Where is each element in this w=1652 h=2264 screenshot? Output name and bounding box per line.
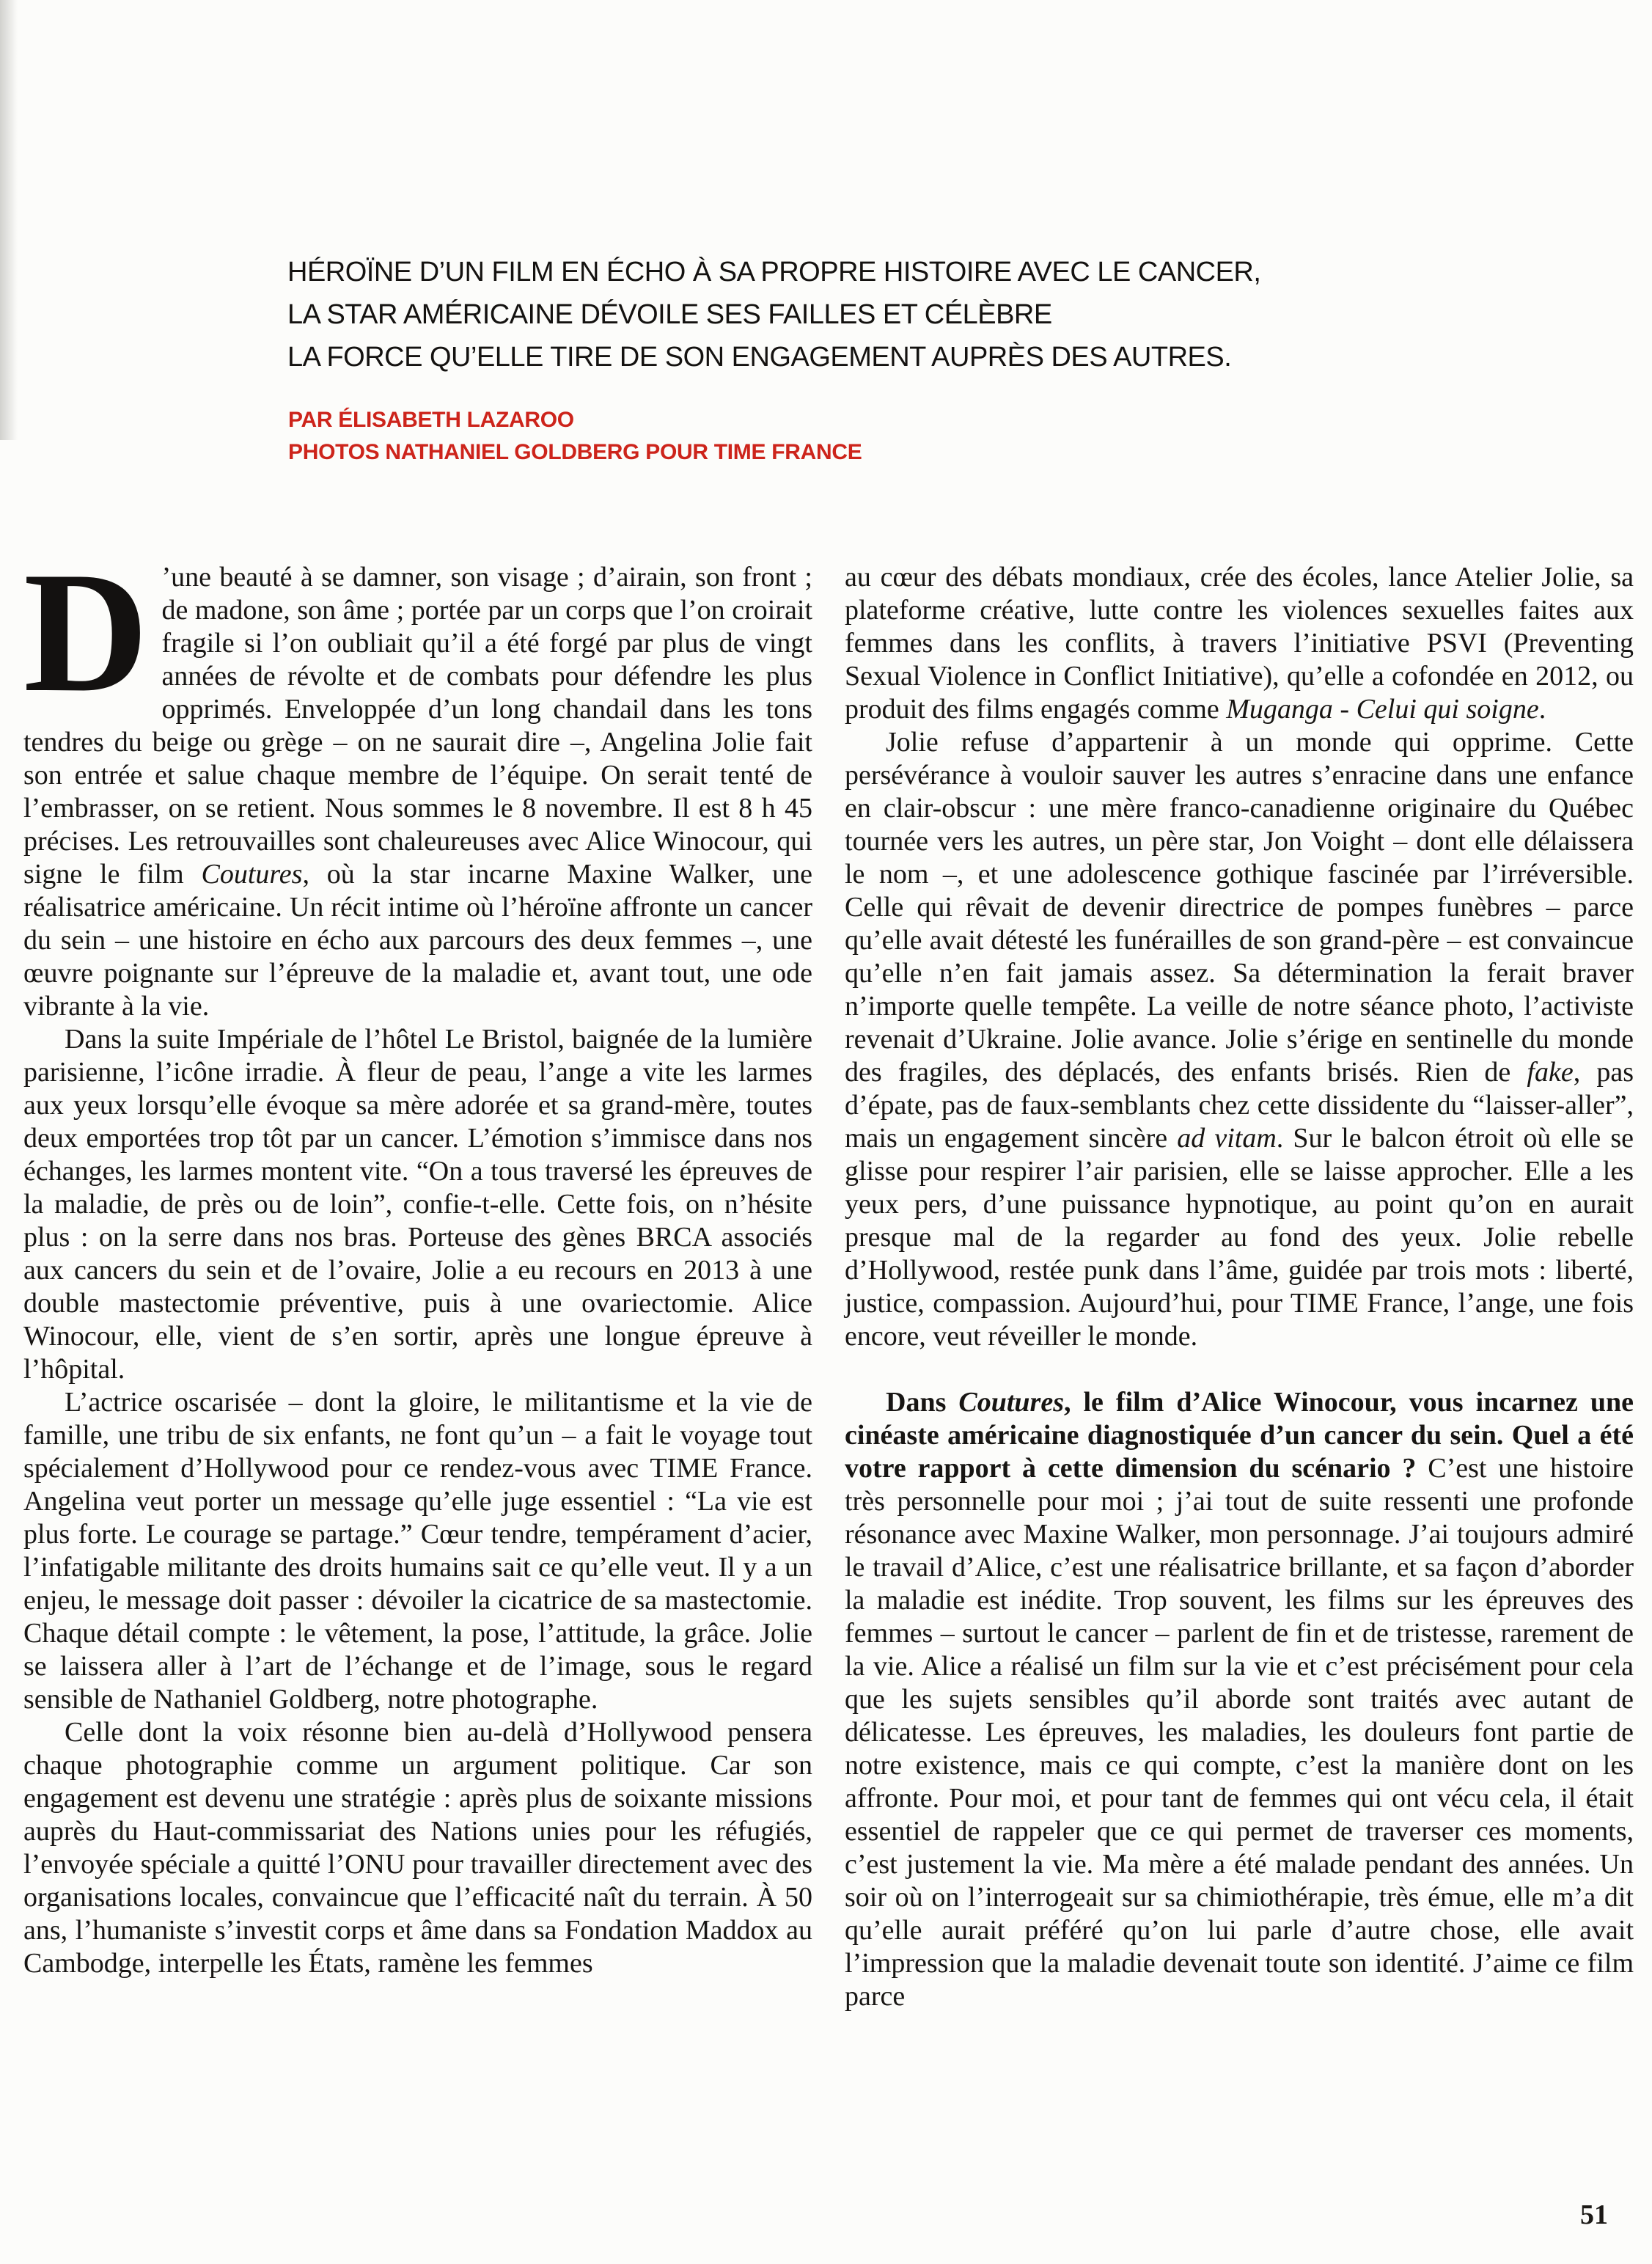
kicker-line-1: HÉROÏNE D’UN FILM EN ÉCHO À SA PROPRE HISTOIRE AVEC LE CANCER, [287,257,1261,287]
byline-author: PAR ÉLISABETH LAZAROO [288,408,574,432]
paragraph-text: Jolie refuse d’appartenir à un monde qui opprime. Cette persévérance à vouloir sauver les autres s’enracine dans une enfance en clair-obscur : une mère franco-canadienne originaire du Québec tournée vers les autres, un père star, Jon Voight – dont elle délaissera le nom –, et une adolescence gothique fascinée par l’irréversible. Celle qui rêvait de devenir directrice de pompes funèbres – parce qu’elle avait détesté les funérailles de son grand-père – est convaincue qu’elle n’en fait jamais assez. Sa détermination la ferait braver n’importe quelle tempête. La veille de notre séance photo, l’activiste revenait d’Ukraine. Jolie avance. Jolie s’érige en sentinelle du monde des fragiles, des déplacés, des enfants brisés. Rien de [845,727,1634,1088]
kicker-line-2: LA STAR AMÉRICAINE DÉVOILE SES FAILLES ET CÉLÈBRE [287,299,1052,330]
column-right [845,561,1634,2013]
paragraph-engagement-left: Celle dont la voix résonne bien au-delà d’Hollywood pensera chaque photographie comme un argument politique. Car son engagement est devenu une stratégie : après plus de soixante missions auprès du Haut-commissariat des Nations unies pour les réfugiés, l’envoyée spéciale a quitté l’ONU pour travailler directement avec des organisations locales, convaincue que l’efficacité naît du terrain. À 50 ans, l’humaniste s’investit corps et âme dans sa Fondation Maddox au Cambodge, interpelle les États, ramène les femmes [23,1717,812,1979]
paragraph-text: , où la star incarne Maxine Walker, une réalisatrice américaine. Un récit intime où l’héroïne affronte un cancer du sein – une histoire en écho aux parcours des deux femmes –, une œuvre poignante sur l’épreuve de la maladie et, avant tout, une ode vibrante à la vie. [23,859,812,1022]
page-number: 51 [1580,2199,1608,2230]
paragraph-bristol: Dans la suite Impériale de l’hôtel Le Bristol, baignée de la lumière parisienne, l’icône irradie. À fleur de peau, l’ange a vite les larmes aux yeux lorsqu’elle évoque sa mère adorée et sa grand-mère, toutes deux emportées trop tôt par un cancer. L’émotion s’immisce dans nos échanges, les larmes montent vite. “On a tous traversé les épreuves de la maladie, de près ou de loin”, confie-t-elle. Cette fois, on n’hésite plus : on la serre dans nos bras. Porteuse des gènes BRCA associés aux cancers du sein et de l’ovaire, Jolie a eu recours en 2013 à une double mastectomie préventive, puis à une ovariectomie. Alice Winocour, elle, vient de s’en sortir, après une longue épreuve à l’hôpital. [23,1024,812,1385]
scan-edge-shadow [0,0,18,440]
paragraph-question-answer [845,1386,1634,2013]
paragraph-actrice-oscarisee: L’actrice oscarisée – dont la gloire, le militantisme et la vie de famille, une tribu de six enfants, ne font qu’un – a fait le voyage tout spécialement d’Hollywood pour ce rendez-vous avec TIME France. Angelina veut porter un message qu’elle juge essentiel : “La vie est plus forte. Le courage se partage.” Cœur tendre, tempérament d’acier, l’infatigable militante des droits humains sait ce qu’elle veut. Il y a un enjeu, le message doit passer : dévoiler la cicatrice de sa mastectomie. Chaque détail compte : le vêtement, la pose, l’attitude, la grâce. Jolie se laissera aller à l’art de l’échange et de l’image, sous le regard sensible de Nathaniel Goldberg, notre photographe. [23,1387,812,1715]
paragraph-text: . [1538,694,1546,725]
column-left [23,537,812,2013]
film-title-muganga: Muganga - Celui qui soigne [1226,694,1539,725]
drop-cap: D [23,537,149,728]
article-columns [23,537,1634,2013]
paragraph-text: . Sur le balcon étroit où elle se glisse pour respirer l’air parisien, elle se laisse approcher. Elle a les yeux pers, d’une puissance hypnotique, au point qu’on en aurait presque mal de la regarder au fond des yeux. Jolie rebelle d’Hollywood, restée punk dans l’âme, guidée par trois mots : liberté, justice, compassion. Aujourd’hui, pour TIME France, l’ange, une fois encore, veut réveiller le monde. [845,1123,1634,1352]
paragraph-opening [23,537,812,1023]
question-text: , le film d’Alice Winocour, vous incarnez une cinéaste américaine diagnostiquée d’un cancer du sein. Quel a été votre rapport à cette dimension du scénario ? [845,1387,1634,1484]
kicker-line-3: LA FORCE QU’ELLE TIRE DE SON ENGAGEMENT AUPRÈS DES AUTRES. [287,342,1232,373]
paragraph-text: ’une beauté à se damner, son visage ; d’airain, son front ; de madone, son âme ; portée par un corps que l’on croirait fragile si l’on oubliait qu’il a été forgé par plus de vingt années de révolte et de combats pour défendre les plus opprimés. Enveloppée d’un long chandail dans les tons tendres du beige ou grège – on ne saurait dire –, Angelina Jolie fait son entrée et salue chaque membre de l’équipe. On serait tenté de l’embrasser, on se retient. Nous sommes le 8 novembre. Il est 8 h 45 précises. Les retrouvailles sont chaleureuses avec Alice Winocour, qui signe le film [23,562,812,890]
byline-block [288,404,862,469]
answer-text: C’est une histoire très personnelle pour moi ; j’ai tout de suite ressenti une profonde résonance avec Maxine Walker, mon personnage. J’ai toujours admiré le travail d’Alice, c’est une réalisatrice brillante, et sa façon d’aborder la maladie est inédite. Trop souvent, les films sur les épreuves des femmes – surtout le cancer – parlent de fin et de tristesse, rarement de la vie. Alice a réalisé un film sur la vie et c’est précisément pour cela que les sujets sensibles qu’il aborde sont traités avec autant de délicatesse. Les épreuves, les maladies, les douleurs font partie de notre existence, mais ce qui compte, c’est la manière dont on les affronte. Pour moi, et pour tant de femmes qui ont vécu cela, il était essentiel de rappeler que ce qui permet de traverser ces moments, c’est justement la vie. Ma mère a été malade pendant des années. Un soir où on l’interrogeait sur sa chimiothérapie, très émue, elle m’a dit qu’elle aurait préféré qu’on lui parle d’autre chose, elle avait l’impression que la maladie devenait toute son identité. J’aime ce film parce [845,1453,1634,2012]
kicker [287,251,1534,378]
paragraph-engagement-right [845,561,1634,726]
word-fake-italic: fake [1527,1057,1574,1088]
byline-photo-credit: PHOTOS NATHANIEL GOLDBERG POUR TIME FRANCE [288,440,862,464]
paragraph-text: au cœur des débats mondiaux, crée des écoles, lance Atelier Jolie, sa plateforme créative, lutte contre les violences sexuelles faites aux femmes dans les conflits, à travers l’initiative PSVI (Preventing Sexual Violence in Conflict Initiative), qu’elle a cofondée en 2012, ou produit des films engagés comme [845,562,1634,725]
paragraph-text: , pas d’épate, pas de faux-semblants chez cette dissidente du “laisser-aller”, mais un engagement sincère [845,1057,1634,1154]
film-title-coutures: Coutures [201,859,303,890]
paragraph-jolie-refuse [845,726,1634,1353]
question-lead: Dans [886,1387,959,1418]
phrase-ad-vitam-italic: ad vitam [1177,1123,1277,1154]
film-title-coutures-question: Coutures [958,1387,1064,1418]
